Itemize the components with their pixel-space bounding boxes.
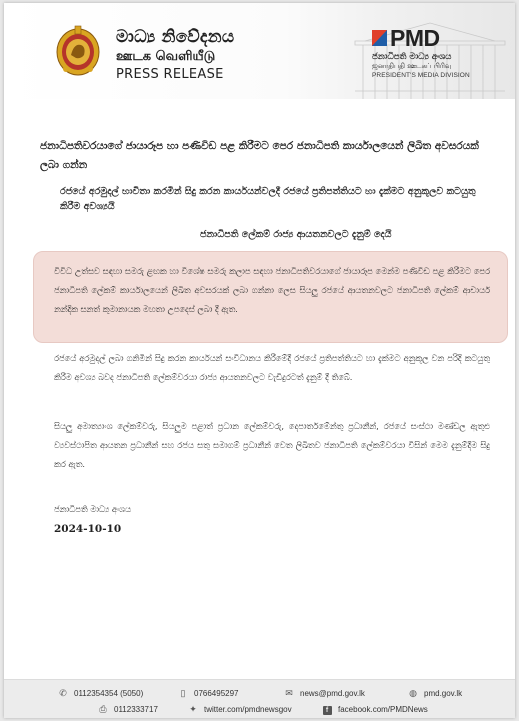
footer-twitter[interactable] bbox=[188, 704, 292, 714]
email-icon: ✉ bbox=[285, 688, 293, 698]
press-release-dept-note: ජනාධිපති ලේකම් රාජ්‍ය ආයතනවලට දැනුම් දෙයි bbox=[200, 229, 392, 240]
phone-icon: ✆ bbox=[59, 688, 67, 698]
press-release-page bbox=[4, 3, 515, 718]
title-sinhala: මාධ්‍ය නිවේදනය bbox=[116, 27, 235, 47]
footer-phone bbox=[58, 688, 143, 698]
sri-lanka-emblem-icon bbox=[54, 25, 102, 77]
title-english: PRESS RELEASE bbox=[116, 67, 224, 82]
body-paragraph-2: රජයේ අරමුදල් ලබා ගනිමින් සිදු කරන කාර්යයන් සංවිධානය කිරීමේදී රජයේ ප්‍රතිපත්තියට හා දැක්මට අනුකූල වන පරිදි කටයුතු කිරීම අවශ්‍ය බවද ජනාධිපති ලේකම්වරයා රාජ්‍ය ආයතනවලට වැඩිදුරටත් දැනුම් දී තිබේ. bbox=[54, 353, 490, 382]
press-release-headline: ජනාධිපතිවරයාගේ ජායාරූප හා පණිවිඩ පළ කිරීමට පෙර ජනාධිපති කාර්යාලයෙන් ලිඛිත අවසරයක් ලබා ගන්න bbox=[40, 140, 479, 171]
press-release-title-block bbox=[116, 27, 234, 83]
pmd-logo-block bbox=[372, 26, 470, 80]
release-date: 2024-10-10 bbox=[54, 523, 122, 535]
pmd-logo-icon bbox=[372, 30, 387, 46]
division-name-english: PRESIDENT'S MEDIA DIVISION bbox=[372, 72, 470, 79]
footer-website[interactable] bbox=[408, 688, 462, 698]
footer-phone-text: 0112354354 (5050) bbox=[74, 688, 144, 698]
body-paragraph-3: සියලු අමාත්‍යාංශ ලේකම්වරු, සියලුම පළාත් ප්‍රධාන ලේකම්වරු, දෙපාර්තමේන්තු ප්‍රධානීන්, රජයේ සංස්ථා මණ්ඩල ඇතුළු ව්‍යවස්ථාපිත ආයතන ප්‍රධානීන් සහ රජය සතු සමාගම් ප්‍රධානීන් වෙත ලිඛිතව ජනාධිපති ලේකම්වරයා විසින් මෙම දැනුම්දීම සිදු කර ඇත. bbox=[54, 421, 490, 469]
footer-fax-text: 0112333717 bbox=[114, 704, 158, 714]
footer-mobile-text: 0766495297 bbox=[194, 688, 239, 698]
footer-facebook[interactable] bbox=[322, 704, 428, 714]
press-release-header bbox=[4, 3, 515, 99]
footer-mobile bbox=[178, 688, 239, 698]
title-tamil: ஊடக வெளியீடு bbox=[116, 49, 216, 64]
globe-icon: ◍ bbox=[409, 688, 417, 698]
signature: ජනාධිපති මාධ්‍ය අංශය bbox=[54, 504, 131, 514]
facebook-icon: f bbox=[322, 704, 332, 714]
footer-email-text[interactable]: news@pmd.gov.lk bbox=[300, 688, 365, 698]
pmd-logo-text: PMD bbox=[390, 25, 440, 51]
mobile-phone-icon: ▯ bbox=[180, 688, 186, 698]
fax-icon: ⎙ bbox=[99, 704, 107, 714]
footer-facebook-text[interactable]: facebook.com/PMDNews bbox=[338, 704, 428, 714]
press-release-subheading: රජයේ අරමුදල් භාවිතා කරමින් සිදු කරන කාර්යයන්වලදී රජයේ ප්‍රතිපත්තියට හා දැක්මට අනුකූලව කටයුතු කිරීම අවශ්‍යයි bbox=[60, 186, 476, 212]
highlight-paragraph: විවිධ උත්සව සඳහා සමරු ළඟක හා විශේෂ සමරු කලාප සඳහා ජනාධිපතිවරයාගේ ජායාරූප මෙන්ම පණිවිඩ පළ කිරීමට පෙර ජනාධිපති ලේකම් කාර්යාලයෙන් ලිඛිත අවසරයක් ලබා ගන්නා ලෙස සියලු රජයේ ආයතනවලට ජනාධිපති ලේකම් ආචාර්ය නන්දික සනත් කුමානායක මහතා උපදෙස් ලබා දී ඇත. bbox=[54, 266, 490, 314]
footer-twitter-text[interactable]: twitter.com/pmdnewsgov bbox=[204, 704, 292, 714]
twitter-icon: ✦ bbox=[189, 704, 197, 714]
division-name-sinhala: ජනාධිපති මාධ්‍ය අංශය bbox=[372, 52, 452, 62]
footer-fax bbox=[98, 704, 158, 714]
contact-footer bbox=[4, 679, 515, 718]
footer-email[interactable] bbox=[284, 688, 365, 698]
division-name-tamil: ஜனாதிபதி ஊடகப் பிரிவு bbox=[372, 62, 452, 70]
footer-website-text[interactable]: pmd.gov.lk bbox=[424, 688, 463, 698]
